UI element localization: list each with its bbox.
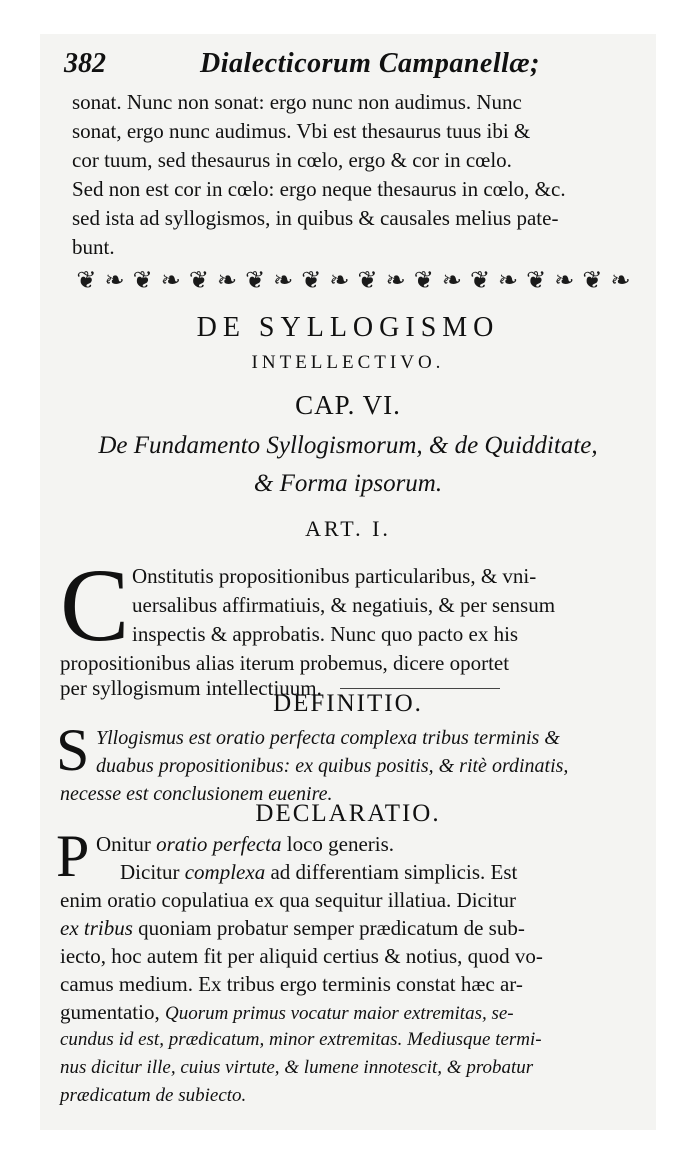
- text-line: uersalibus affirmatiuis, & negatiuis, & per sensum: [132, 593, 556, 617]
- text-line: inspectis & approbatis. Nunc quo pacto ex his: [132, 622, 519, 646]
- text-line: propositionibus alias iterum probemus, dicere oportet: [60, 651, 510, 675]
- article-heading: ART. I.: [305, 516, 391, 541]
- drop-cap: S: [56, 717, 90, 783]
- text-line: gumentatio, Quorum primus vocatur maior extremitas, se-: [60, 1000, 514, 1024]
- text-line: necesse est conclusionem euenire.: [60, 783, 333, 805]
- drop-cap: P: [56, 823, 90, 889]
- text-line: Onitur oratio perfecta loco generis.: [96, 832, 395, 856]
- text-line: sed ista ad syllogismos, in quibus & causales melius pate-: [72, 206, 559, 230]
- page-header: [64, 48, 644, 88]
- text-line: bunt.: [72, 235, 115, 259]
- drop-cap: C: [60, 548, 130, 663]
- text-line: iecto, hoc autem fit per aliquid certius & notius, quod vo-: [60, 944, 543, 968]
- text-line: enim oratio copulatiua ex qua sequitur illatiua. Dicitur: [60, 888, 517, 912]
- text-line: sonat. Nunc non sonat: ergo nunc non audimus. Nunc: [72, 90, 522, 114]
- chapter-title-line: De Fundamento Syllogismorum, & de Quidditate,: [98, 432, 598, 459]
- text-line: prædicatum de subiecto.: [60, 1085, 247, 1106]
- text-line: Onstitutis propositionibus particularibus, & vni-: [132, 564, 537, 588]
- section-subtitle: INTELLECTIVO.: [251, 352, 445, 373]
- text-line: Sed non est cor in cœlo: ergo neque thesaurus in cœlo, &c.: [72, 177, 566, 201]
- page-number: 382: [64, 48, 106, 79]
- text-line: camus medium. Ex tribus ergo terminis constat hæc ar-: [60, 972, 523, 996]
- text-line: ex tribus quoniam probatur semper prædicatum de sub-: [60, 916, 525, 940]
- chapter-heading: CAP. VI.: [295, 390, 401, 420]
- text-line: duabus propositionibus: ex quibus positis, & ritè ordinatis,: [96, 755, 569, 777]
- text-line: Dicitur complexa ad differentiam simplicis. Est: [120, 860, 518, 884]
- text-line: cundus id est, prædicatum, minor extremitas. Mediusque termi-: [60, 1029, 542, 1050]
- declaratio-heading: DECLARATIO.: [255, 800, 441, 827]
- chapter-title-line: & Forma ipsorum.: [253, 470, 443, 497]
- book-page: [40, 34, 656, 1130]
- rule-line: [340, 688, 500, 689]
- ornamental-border: ❦ ❧ ❦ ❧ ❦ ❧ ❦ ❧ ❦ ❧ ❦ ❧ ❦ ❧ ❦ ❧ ❦ ❧ ❦ ❧: [76, 268, 632, 294]
- text-line: sonat, ergo nunc audimus. Vbi est thesaurus tuus ibi &: [72, 119, 531, 143]
- text-line: Yllogismus est oratio perfecta complexa tribus terminis &: [96, 727, 560, 749]
- definitio-heading: DEFINITIO.: [273, 690, 423, 717]
- text-line: per syllogismum intellectiuum.: [60, 676, 322, 700]
- text-line: nus dicitur ille, cuius virtute, & lumene innotescit, & probatur: [60, 1057, 534, 1078]
- running-head: Dialecticorum Campanellæ;: [200, 48, 540, 79]
- section-title: DE SYLLOGISMO: [196, 312, 500, 343]
- text-line: cor tuum, sed thesaurus in cœlo, ergo & cor in cœlo.: [72, 148, 512, 172]
